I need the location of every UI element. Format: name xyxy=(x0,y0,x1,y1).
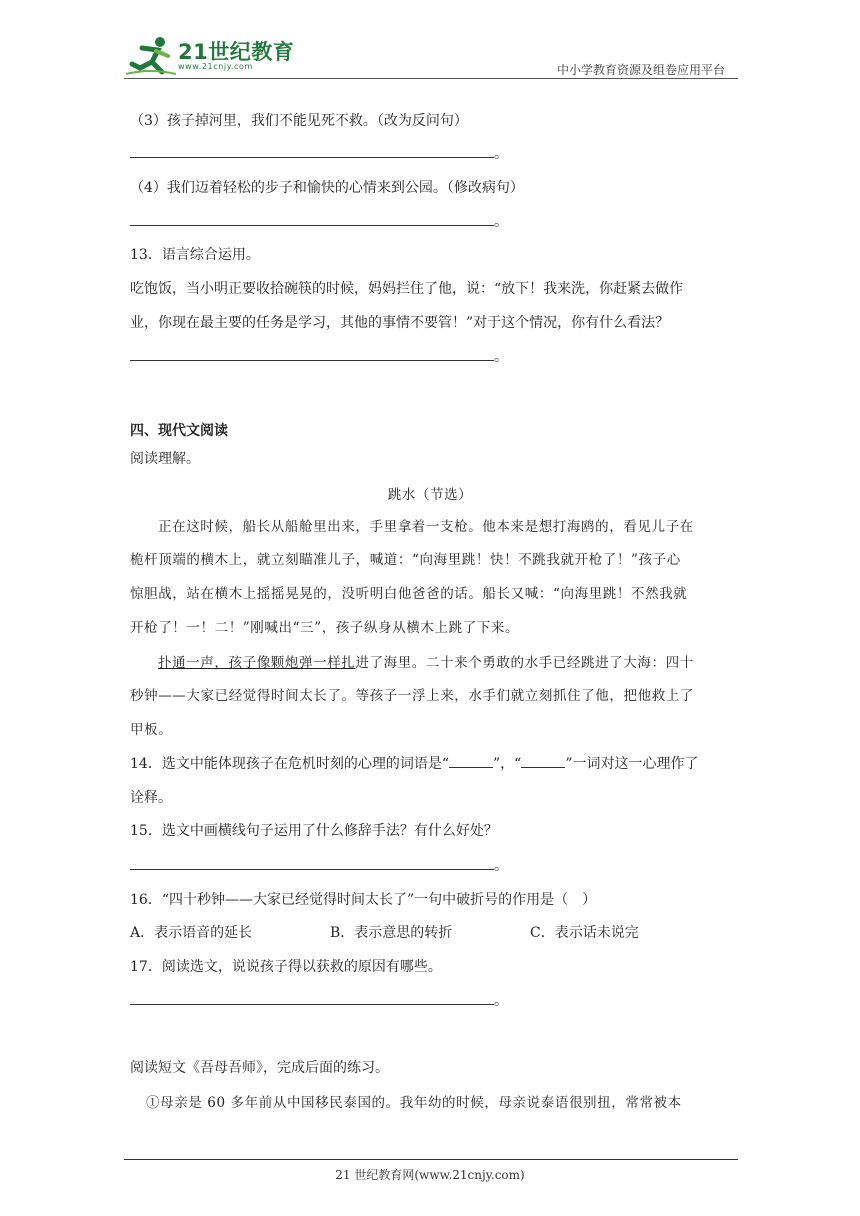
answer-blank[interactable]: 。 xyxy=(130,143,508,163)
section-heading: 四、现代文阅读 xyxy=(130,423,228,439)
header-divider xyxy=(124,78,738,79)
section-intro: 阅读理解。 xyxy=(130,451,200,467)
answer-blank[interactable]: 。 xyxy=(130,855,508,875)
reading2-p1: ①母亲是 60 多年前从中国移民泰国的。我年幼的时候，母亲说泰语很别扭，常常被本 xyxy=(146,1095,682,1111)
q14-line1: 14．选文中能体现孩子在危机时刻的心理的词语是“ ”，“ ”一词对这一心理作了 xyxy=(130,756,699,772)
q17-text: 17．阅读选文，说说孩子得以获救的原因有哪些。 xyxy=(130,959,442,975)
q15-text: 15．选文中画横线句子运用了什么修辞手法？有什么好处？ xyxy=(130,823,498,839)
q16-text: 16．“四十秒钟——大家已经觉得时间太长了”一句中破折号的作用是（ ） xyxy=(130,892,597,908)
answer-blank[interactable]: 。 xyxy=(130,211,508,231)
q13-line1: 吃饱饭，当小明正要收拾碗筷的时候，妈妈拦住了他，说：“放下！我来洗，你赶紧去做作 xyxy=(130,281,684,297)
reading2-intro: 阅读短文《吾母吾师》，完成后面的练习。 xyxy=(130,1060,389,1076)
passage-p2-l3: 甲板。 xyxy=(130,722,173,738)
passage-p1-l3: 惊胆战，站在横木上摇摇晃晃的，没听明白他爸爸的话。船长又喊：“向海里跳！不然我就 xyxy=(130,586,688,602)
answer-blank[interactable]: 。 xyxy=(130,990,508,1010)
passage-p1-l2: 桅杆顶端的横木上，就立刻瞄准儿子，喊道：“向海里跳！快！不跳我就开枪了！”孩子心 xyxy=(130,552,681,568)
q16-option-a[interactable]: A．表示语音的延长 xyxy=(130,925,253,941)
passage-p2-l2: 秒钟——大家已经觉得时间太长了。等孩子一浮上来，水手们就立刻抓住了他，把他救上了 xyxy=(130,688,694,704)
q12-part3: （3）孩子掉河里，我们不能见死不救。（改为反问句） xyxy=(130,113,468,129)
passage-p1-l1: 正在这时候，船长从船舱里出来，手里拿着一支枪。他本来是想打海鸥的，看见儿子在 xyxy=(158,519,694,535)
logo-text: 21世纪教育 xyxy=(178,40,295,64)
q16-option-b[interactable]: B．表示意思的转折 xyxy=(330,925,453,941)
q13-line2: 业，你现在最主要的任务是学习，其他的事情不要管！”对于这个情况，你有什么看法？ xyxy=(130,315,670,331)
passage-p2-l1: 扑通一声，孩子像颗炮弹一样扎进了海里。二十来个勇敢的水手已经跳进了大海：四十 xyxy=(158,655,694,671)
passage-p1-l4: 开枪了！一！二！”刚喊出“三”，孩子纵身从横木上跳了下来。 xyxy=(130,620,520,636)
runner-logo-icon xyxy=(122,34,178,78)
platform-name: 中小学教育资源及组卷应用平台 xyxy=(556,63,725,77)
q12-part4: （4）我们迈着轻松的步子和愉快的心情来到公园。（修改病句） xyxy=(130,180,524,196)
underlined-sentence: 扑通一声，孩子像颗炮弹一样扎 xyxy=(158,655,356,671)
q14-line2: 诠释。 xyxy=(130,790,172,806)
answer-blank[interactable] xyxy=(521,755,565,768)
q16-option-c[interactable]: C．表示话未说完 xyxy=(530,925,639,941)
logo-url: www.21cnjy.com xyxy=(178,62,253,71)
footer-divider xyxy=(124,1159,738,1160)
answer-blank[interactable]: 。 xyxy=(130,346,508,366)
answer-blank[interactable] xyxy=(449,755,493,768)
q13-title: 13．语言综合运用。 xyxy=(130,247,260,263)
passage-title: 跳水（节选） xyxy=(387,487,473,503)
footer-text: 21 世纪教育网(www.21cnjy.com) xyxy=(335,1168,525,1182)
